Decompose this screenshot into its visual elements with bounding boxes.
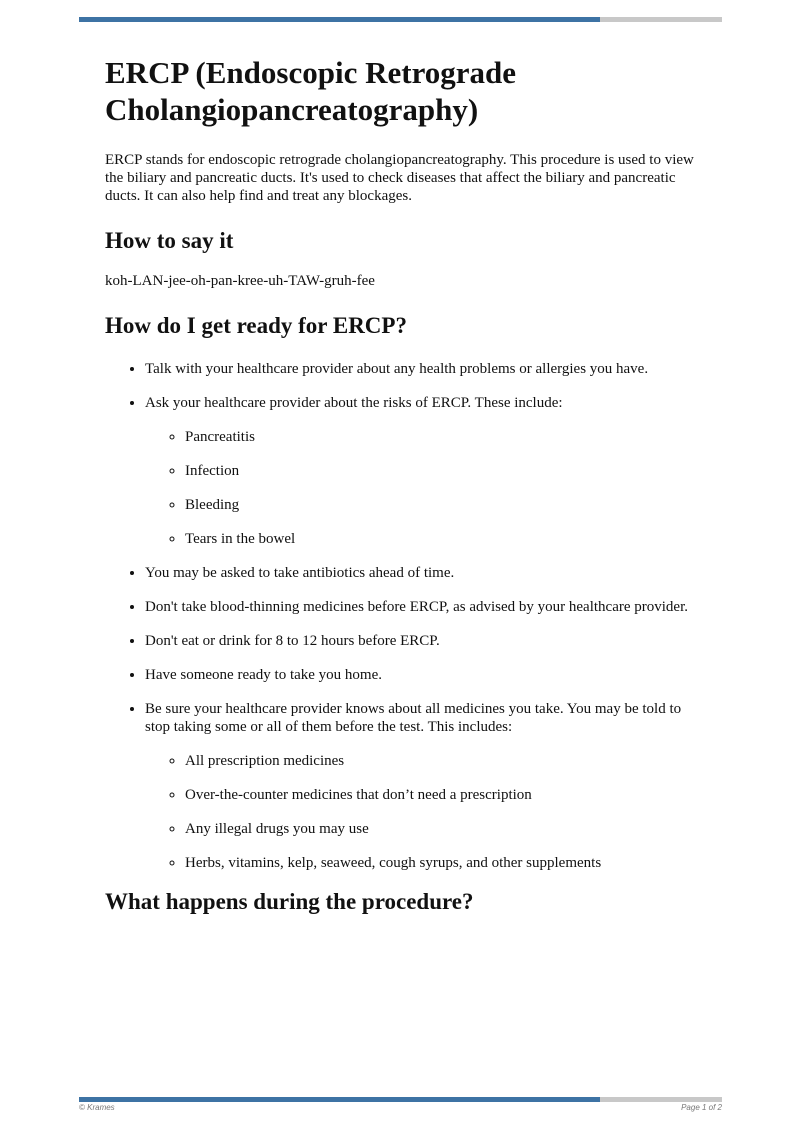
list-item-text: Don't eat or drink for 8 to 12 hours before ERCP.: [145, 633, 440, 649]
list-item: [145, 360, 705, 378]
intro-paragraph: ERCP stands for endoscopic retrograde cholangiopancreatography. This procedure is used to view the biliary and pancreatic ducts. It's used to check diseases that affect the biliary and pancreatic ducts. It can also help find and treat any blockages.: [105, 152, 694, 204]
header-progress-bar: [79, 17, 722, 22]
risks-sublist: [145, 428, 705, 548]
list-item-text: Be sure your healthcare provider knows about all medicines you take. You may be told to stop taking some or all of them before the test. This includes:: [145, 701, 682, 735]
footer-page-number: Page 1 of 2: [681, 1103, 722, 1112]
page-title: ERCP (Endoscopic Retrograde Cholangiopancreatography): [105, 55, 517, 127]
ready-list: [105, 360, 705, 872]
heading-how-to-say: How to say it: [105, 228, 234, 253]
list-item-text: Don't take blood-thinning medicines before ERCP, as advised by your healthcare provider.: [145, 599, 688, 615]
list-item: [145, 598, 705, 616]
list-item: [145, 666, 705, 684]
medicines-sublist: [145, 752, 705, 872]
sublist-item: ◦ Any illegal drugs you may use: [185, 820, 705, 838]
footer-progress-fill: [79, 1097, 600, 1102]
pronunciation-text: koh-LAN-jee-oh-pan-kree-uh-TAW-gruh-fee: [105, 273, 375, 289]
sublist-item: ◦ All prescription medicines: [185, 752, 705, 770]
sublist-item: ◦ Infection: [185, 462, 705, 480]
list-item-text: Ask your healthcare provider about the risks of ERCP. These include:: [145, 395, 563, 411]
header-progress-fill: [79, 17, 600, 22]
list-item-text: Talk with your healthcare provider about any health problems or allergies you have.: [145, 361, 649, 377]
list-item: [145, 700, 705, 872]
sublist-item: ◦ Herbs, vitamins, kelp, seaweed, cough syrups, and other supplements: [185, 854, 705, 872]
list-item-text: Have someone ready to take you home.: [145, 667, 383, 683]
heading-get-ready: How do I get ready for ERCP?: [105, 313, 407, 338]
sublist-item: ◦ Bleeding: [185, 496, 705, 514]
document-body: [105, 54, 705, 916]
sublist-item: ◦ Tears in the bowel: [185, 530, 705, 548]
sublist-item: ◦ Over-the-counter medicines that don’t need a prescription: [185, 786, 705, 804]
footer-copyright: © Krames: [79, 1103, 115, 1112]
list-item: [145, 564, 705, 582]
list-item: [145, 632, 705, 650]
heading-during-procedure: What happens during the procedure?: [105, 889, 474, 914]
list-item: [145, 394, 705, 548]
list-item-text: You may be asked to take antibiotics ahead of time.: [145, 565, 455, 581]
footer-progress-bar: [79, 1097, 722, 1102]
sublist-item: ◦ Pancreatitis: [185, 428, 705, 446]
